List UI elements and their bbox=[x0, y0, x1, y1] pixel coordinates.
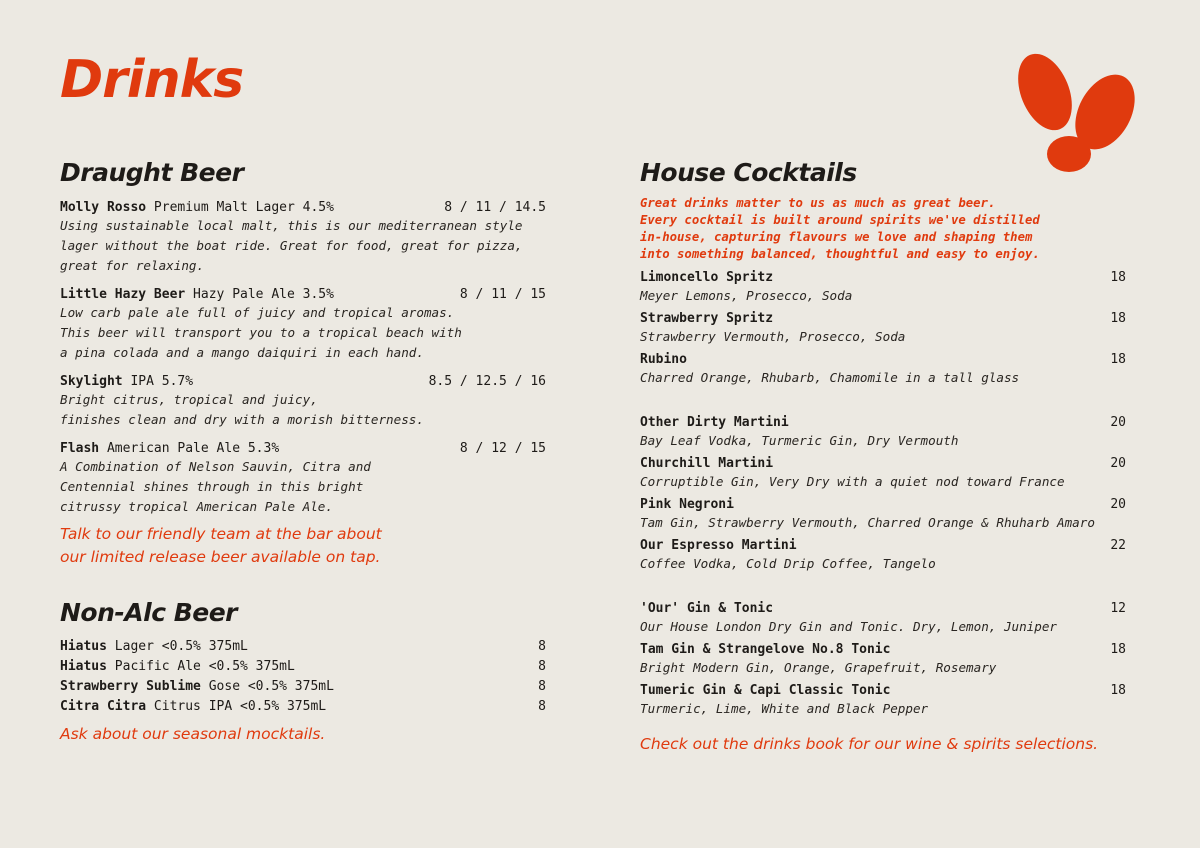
item-name: Other Dirty Martini bbox=[640, 415, 789, 430]
item-header bbox=[640, 414, 1126, 432]
non-alc-note: Ask about our seasonal mocktails. bbox=[60, 725, 326, 743]
item-style: Premium Malt Lager 4.5% bbox=[146, 200, 334, 215]
draught-beer-title: Draught Beer bbox=[60, 158, 244, 187]
item-description: Bright Modern Gin, Orange, Grapefruit, Rosemary bbox=[640, 660, 997, 675]
item-title bbox=[60, 286, 334, 303]
item-description: Charred Orange, Rhubarb, Chamomile in a tall glass bbox=[640, 370, 1020, 385]
cocktail-group bbox=[640, 269, 1126, 386]
description-line: great for relaxing. bbox=[60, 258, 205, 273]
item-price: 18 bbox=[1110, 683, 1126, 698]
draught-item bbox=[60, 199, 546, 276]
item-name: Hiatus bbox=[60, 639, 107, 654]
item-header bbox=[640, 351, 1126, 369]
item-header bbox=[60, 373, 546, 390]
item-description: Meyer Lemons, Prosecco, Soda bbox=[640, 288, 853, 303]
description-line: finishes clean and dry with a morish bitterness. bbox=[60, 412, 424, 427]
item-name: Skylight bbox=[60, 374, 123, 389]
description-line: Centennial shines through in this bright bbox=[60, 479, 364, 494]
item-name: Our Espresso Martini bbox=[640, 538, 797, 553]
item-description bbox=[60, 216, 546, 276]
item-title bbox=[60, 199, 334, 216]
item-price: 8 / 11 / 15 bbox=[459, 287, 546, 302]
cocktail-item bbox=[640, 351, 1126, 386]
page-title: Drinks bbox=[60, 50, 244, 110]
note-line: Talk to our friendly team at the bar about bbox=[60, 525, 382, 543]
item-style: IPA 5.7% bbox=[122, 374, 194, 389]
non-alc-item bbox=[60, 697, 546, 717]
item-name: Flash bbox=[60, 441, 100, 456]
item-title bbox=[60, 373, 193, 390]
item-price: 20 bbox=[1110, 456, 1126, 471]
item-name: Citra Citra bbox=[60, 699, 147, 714]
item-price: 8.5 / 12.5 / 16 bbox=[428, 374, 546, 389]
cocktail-item bbox=[640, 537, 1126, 572]
item-price: 8 bbox=[538, 659, 546, 674]
item-price: 20 bbox=[1110, 497, 1126, 512]
item-description bbox=[60, 390, 546, 430]
non-alc-item bbox=[60, 657, 546, 677]
item-description: Corruptible Gin, Very Dry with a quiet nod toward France bbox=[640, 474, 1065, 489]
description-line: citrussy tropical American Pale Ale. bbox=[60, 499, 333, 514]
non-alc-section bbox=[60, 595, 546, 746]
item-style: American Pale Ale 5.3% bbox=[99, 441, 280, 456]
item-header bbox=[60, 199, 546, 216]
right-column bbox=[640, 155, 1126, 756]
item-title bbox=[60, 657, 295, 677]
item-header bbox=[60, 286, 546, 303]
item-name: Limoncello Spritz bbox=[640, 270, 774, 285]
item-name: Little Hazy Beer bbox=[60, 287, 186, 302]
item-name: Pink Negroni bbox=[640, 497, 734, 512]
item-name: Tumeric Gin & Capi Classic Tonic bbox=[640, 683, 891, 698]
cocktail-group bbox=[640, 600, 1126, 717]
non-alc-title: Non-Alc Beer bbox=[60, 598, 238, 627]
item-style: Gose <0.5% 375mL bbox=[200, 679, 334, 694]
intro-line: into something balanced, thoughtful and easy to enjoy. bbox=[640, 247, 1040, 261]
item-description: Our House London Dry Gin and Tonic. Dry, Lemon, Juniper bbox=[640, 619, 1058, 634]
item-style: Lager <0.5% 375mL bbox=[106, 639, 248, 654]
description-line: lager without the boat ride. Great for food, great for pizza, bbox=[60, 238, 523, 253]
item-price: 8 / 11 / 14.5 bbox=[444, 200, 546, 215]
item-price: 8 bbox=[538, 639, 546, 654]
intro-line: Every cocktail is built around spirits we've distilled bbox=[640, 213, 1040, 227]
item-header bbox=[640, 600, 1126, 618]
non-alc-list bbox=[60, 637, 546, 717]
item-style: Citrus IPA <0.5% 375mL bbox=[146, 699, 327, 714]
item-header bbox=[640, 455, 1126, 473]
description-line: Bright citrus, tropical and juicy, bbox=[60, 392, 318, 407]
cocktail-item bbox=[640, 455, 1126, 490]
item-header bbox=[60, 440, 546, 457]
cocktail-item bbox=[640, 310, 1126, 345]
item-name: Tam Gin & Strangelove No.8 Tonic bbox=[640, 642, 891, 657]
item-price: 8 / 12 / 15 bbox=[459, 441, 546, 456]
item-description: Strawberry Vermouth, Prosecco, Soda bbox=[640, 329, 906, 344]
item-header bbox=[640, 496, 1126, 514]
item-price: 18 bbox=[1110, 352, 1126, 367]
cocktails-note: Check out the drinks book for our wine & spirits selections. bbox=[640, 735, 1099, 753]
item-price: 12 bbox=[1110, 601, 1126, 616]
draught-item bbox=[60, 373, 546, 430]
item-header bbox=[640, 537, 1126, 555]
draught-item bbox=[60, 440, 546, 517]
left-column bbox=[60, 155, 546, 746]
non-alc-item bbox=[60, 677, 546, 697]
cocktail-item bbox=[640, 414, 1126, 449]
item-header bbox=[640, 641, 1126, 659]
item-name: Rubino bbox=[640, 352, 687, 367]
item-name: Molly Rosso bbox=[60, 200, 147, 215]
item-name: Hiatus bbox=[60, 659, 107, 674]
item-description: Bay Leaf Vodka, Turmeric Gin, Dry Vermouth bbox=[640, 433, 959, 448]
cocktail-item bbox=[640, 600, 1126, 635]
cocktail-item bbox=[640, 269, 1126, 304]
cocktail-group bbox=[640, 414, 1126, 572]
item-price: 18 bbox=[1110, 270, 1126, 285]
note-line: our limited release beer available on tap. bbox=[60, 548, 381, 566]
description-line: Low carb pale ale full of juicy and tropical aromas. bbox=[60, 305, 455, 320]
item-price: 22 bbox=[1110, 538, 1126, 553]
draught-item bbox=[60, 286, 546, 363]
item-header bbox=[640, 310, 1126, 328]
item-name: Strawberry Sublime bbox=[60, 679, 201, 694]
item-style: Hazy Pale Ale 3.5% bbox=[185, 287, 334, 302]
item-style: Pacific Ale <0.5% 375mL bbox=[106, 659, 295, 674]
item-description: Tam Gin, Strawberry Vermouth, Charred Orange & Rhuharb Amaro bbox=[640, 515, 1095, 530]
item-price: 18 bbox=[1110, 311, 1126, 326]
draught-beer-note bbox=[60, 523, 546, 569]
item-name: 'Our' Gin & Tonic bbox=[640, 601, 774, 616]
item-title bbox=[60, 697, 326, 717]
item-description: Coffee Vodka, Cold Drip Coffee, Tangelo bbox=[640, 556, 936, 571]
intro-line: Great drinks matter to us as much as great beer. bbox=[640, 196, 996, 210]
item-header bbox=[640, 269, 1126, 287]
item-title bbox=[60, 677, 334, 697]
description-line: A Combination of Nelson Sauvin, Citra and bbox=[60, 459, 371, 474]
item-description bbox=[60, 303, 546, 363]
item-name: Churchill Martini bbox=[640, 456, 774, 471]
item-price: 20 bbox=[1110, 415, 1126, 430]
item-description bbox=[60, 457, 546, 517]
item-header bbox=[640, 682, 1126, 700]
intro-line: in-house, capturing flavours we love and shaping them bbox=[640, 230, 1033, 244]
cocktails-intro bbox=[640, 195, 1126, 263]
cocktail-item bbox=[640, 496, 1126, 531]
item-title bbox=[60, 637, 248, 657]
item-name: Strawberry Spritz bbox=[640, 311, 774, 326]
description-line: Using sustainable local malt, this is our mediterranean style bbox=[60, 218, 523, 233]
cocktail-item bbox=[640, 682, 1126, 717]
cocktail-list bbox=[640, 269, 1126, 717]
item-title bbox=[60, 440, 279, 457]
description-line: This beer will transport you to a tropical beach with bbox=[60, 325, 462, 340]
cocktail-item bbox=[640, 641, 1126, 676]
draught-beer-list bbox=[60, 199, 546, 517]
non-alc-item bbox=[60, 637, 546, 657]
item-price: 8 bbox=[538, 679, 546, 694]
description-line: a pina colada and a mango daiquiri in each hand. bbox=[60, 345, 424, 360]
item-description: Turmeric, Lime, White and Black Pepper bbox=[640, 701, 929, 716]
house-cocktails-title: House Cocktails bbox=[640, 158, 857, 187]
item-price: 18 bbox=[1110, 642, 1126, 657]
item-price: 8 bbox=[538, 699, 546, 714]
